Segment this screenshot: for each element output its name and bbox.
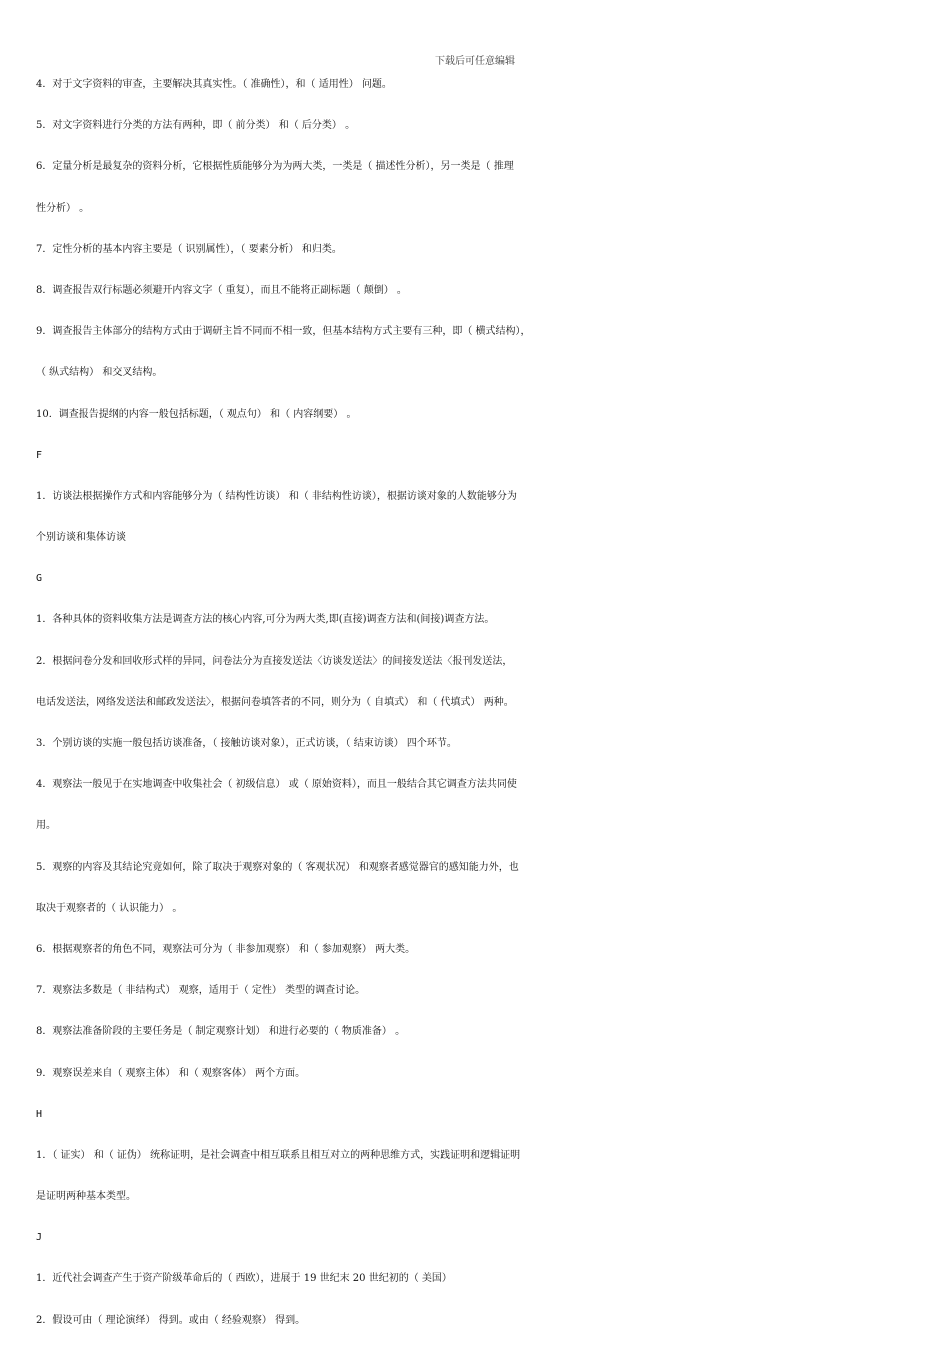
- text-line: 个别访谈和集体访谈: [36, 532, 126, 544]
- text-line: 4．观察法一般见于在实地调查中收集社会（ 初级信息） 或（ 原始资料），而且一般结合其它调查方法共同使: [36, 779, 517, 791]
- text-line: 7．观察法多数是（ 非结构式） 观察，适用于（ 定性） 类型的调查讨论。: [36, 985, 366, 997]
- section-heading: F: [36, 449, 43, 461]
- text-line: 10．调查报告提纲的内容一般包括标题，（ 观点句） 和（ 内容纲要） 。: [36, 408, 357, 420]
- text-line: 9．观察误差来自（ 观察主体） 和（ 观察客体） 两个方面。: [36, 1067, 306, 1079]
- text-line: 4．对于文字资料的审查，主要解决其真实性。（ 准确性），和（ 适用性） 问题。: [36, 79, 392, 90]
- text-line: （ 纵式结构） 和交叉结构。: [36, 367, 163, 379]
- document-body: [36, 64, 948, 1341]
- text-line: 8．观察法准备阶段的主要任务是（ 制定观察计划） 和进行必要的（ 物质准备） 。: [36, 1026, 406, 1038]
- text-line: 取决于观察者的（ 认识能力） 。: [36, 902, 183, 914]
- text-line: 2．根据问卷分发和回收形式样的异同，问卷法分为直接发送法〈访谈发送法〉的间接发送法〈报刊发送法，: [36, 655, 513, 667]
- text-line: 7．定性分析的基本内容主要是（ 识别属性），（ 要素分析） 和归类。: [36, 243, 342, 255]
- text-line: 2．假设可由（ 理论演绎） 得到。或由（ 经验观察） 得到。: [36, 1314, 306, 1326]
- text-line: 1．近代社会调查产生于资产阶级革命后的（ 西欧），进展于 19 世纪末 20 世纪初的（ 美国）: [36, 1273, 452, 1285]
- section-heading: J: [36, 1232, 43, 1244]
- text-line: 1．各种具体的资料收集方法是调查方法的核心内容,可分为两大类,即(直接)调查方法和(间接)调查方法。: [36, 614, 495, 626]
- page-header: 下载后可任意编辑: [435, 56, 515, 67]
- text-line: 电话发送法，网络发送法和邮政发送法〉，根据问卷填答者的不同，则分为（ 自填式） 和（ 代填式） 两种。: [36, 696, 514, 708]
- text-line: 3．个别访谈的实施一般包括访谈准备，（ 接触访谈对象），正式访谈，（ 结束访谈） 四个环节。: [36, 738, 457, 749]
- section-heading: H: [36, 1108, 43, 1120]
- text-line: 6．根据观察者的角色不同，观察法可分为（ 非参加观察） 和（ 参加观察） 两大类。: [36, 943, 416, 955]
- section-heading: G: [36, 573, 43, 585]
- text-line: 是证明两种基本类型。: [36, 1191, 136, 1203]
- text-line: 1．访谈法根据操作方式和内容能够分为（ 结构性访谈） 和（ 非结构性访谈），根据访谈对象的人数能够分为: [36, 490, 517, 502]
- text-line: 5．观察的内容及其结论究竟如何，除了取决于观察对象的（ 客观状况） 和观察者感觉器官的感知能力外，也: [36, 861, 519, 873]
- text-line: 8．调查报告双行标题必须避开内容文字（ 重复），而且不能将正副标题（ 颠倒） 。: [36, 284, 407, 296]
- text-line: 1．（ 证实） 和（ 证伪） 统称证明，是社会调查中相互联系且相互对立的两种思维方式，实践证明和逻辑证明: [36, 1149, 521, 1161]
- text-line: 9．调查报告主体部分的结构方式由于调研主旨不同而不相一致，但基本结构方式主要有三种，即（ 横式结构），: [36, 326, 531, 338]
- text-line: 6．定量分析是最复杂的资料分析，它根据性质能够分为为两大类，一类是（ 描述性分析），另一类是（ 推理: [36, 161, 514, 173]
- text-line: 用。: [36, 820, 56, 832]
- text-line: 性分析） 。: [36, 202, 90, 214]
- text-line: 5．对文字资料进行分类的方法有两种，即（ 前分类） 和（ 后分类） 。: [36, 120, 356, 132]
